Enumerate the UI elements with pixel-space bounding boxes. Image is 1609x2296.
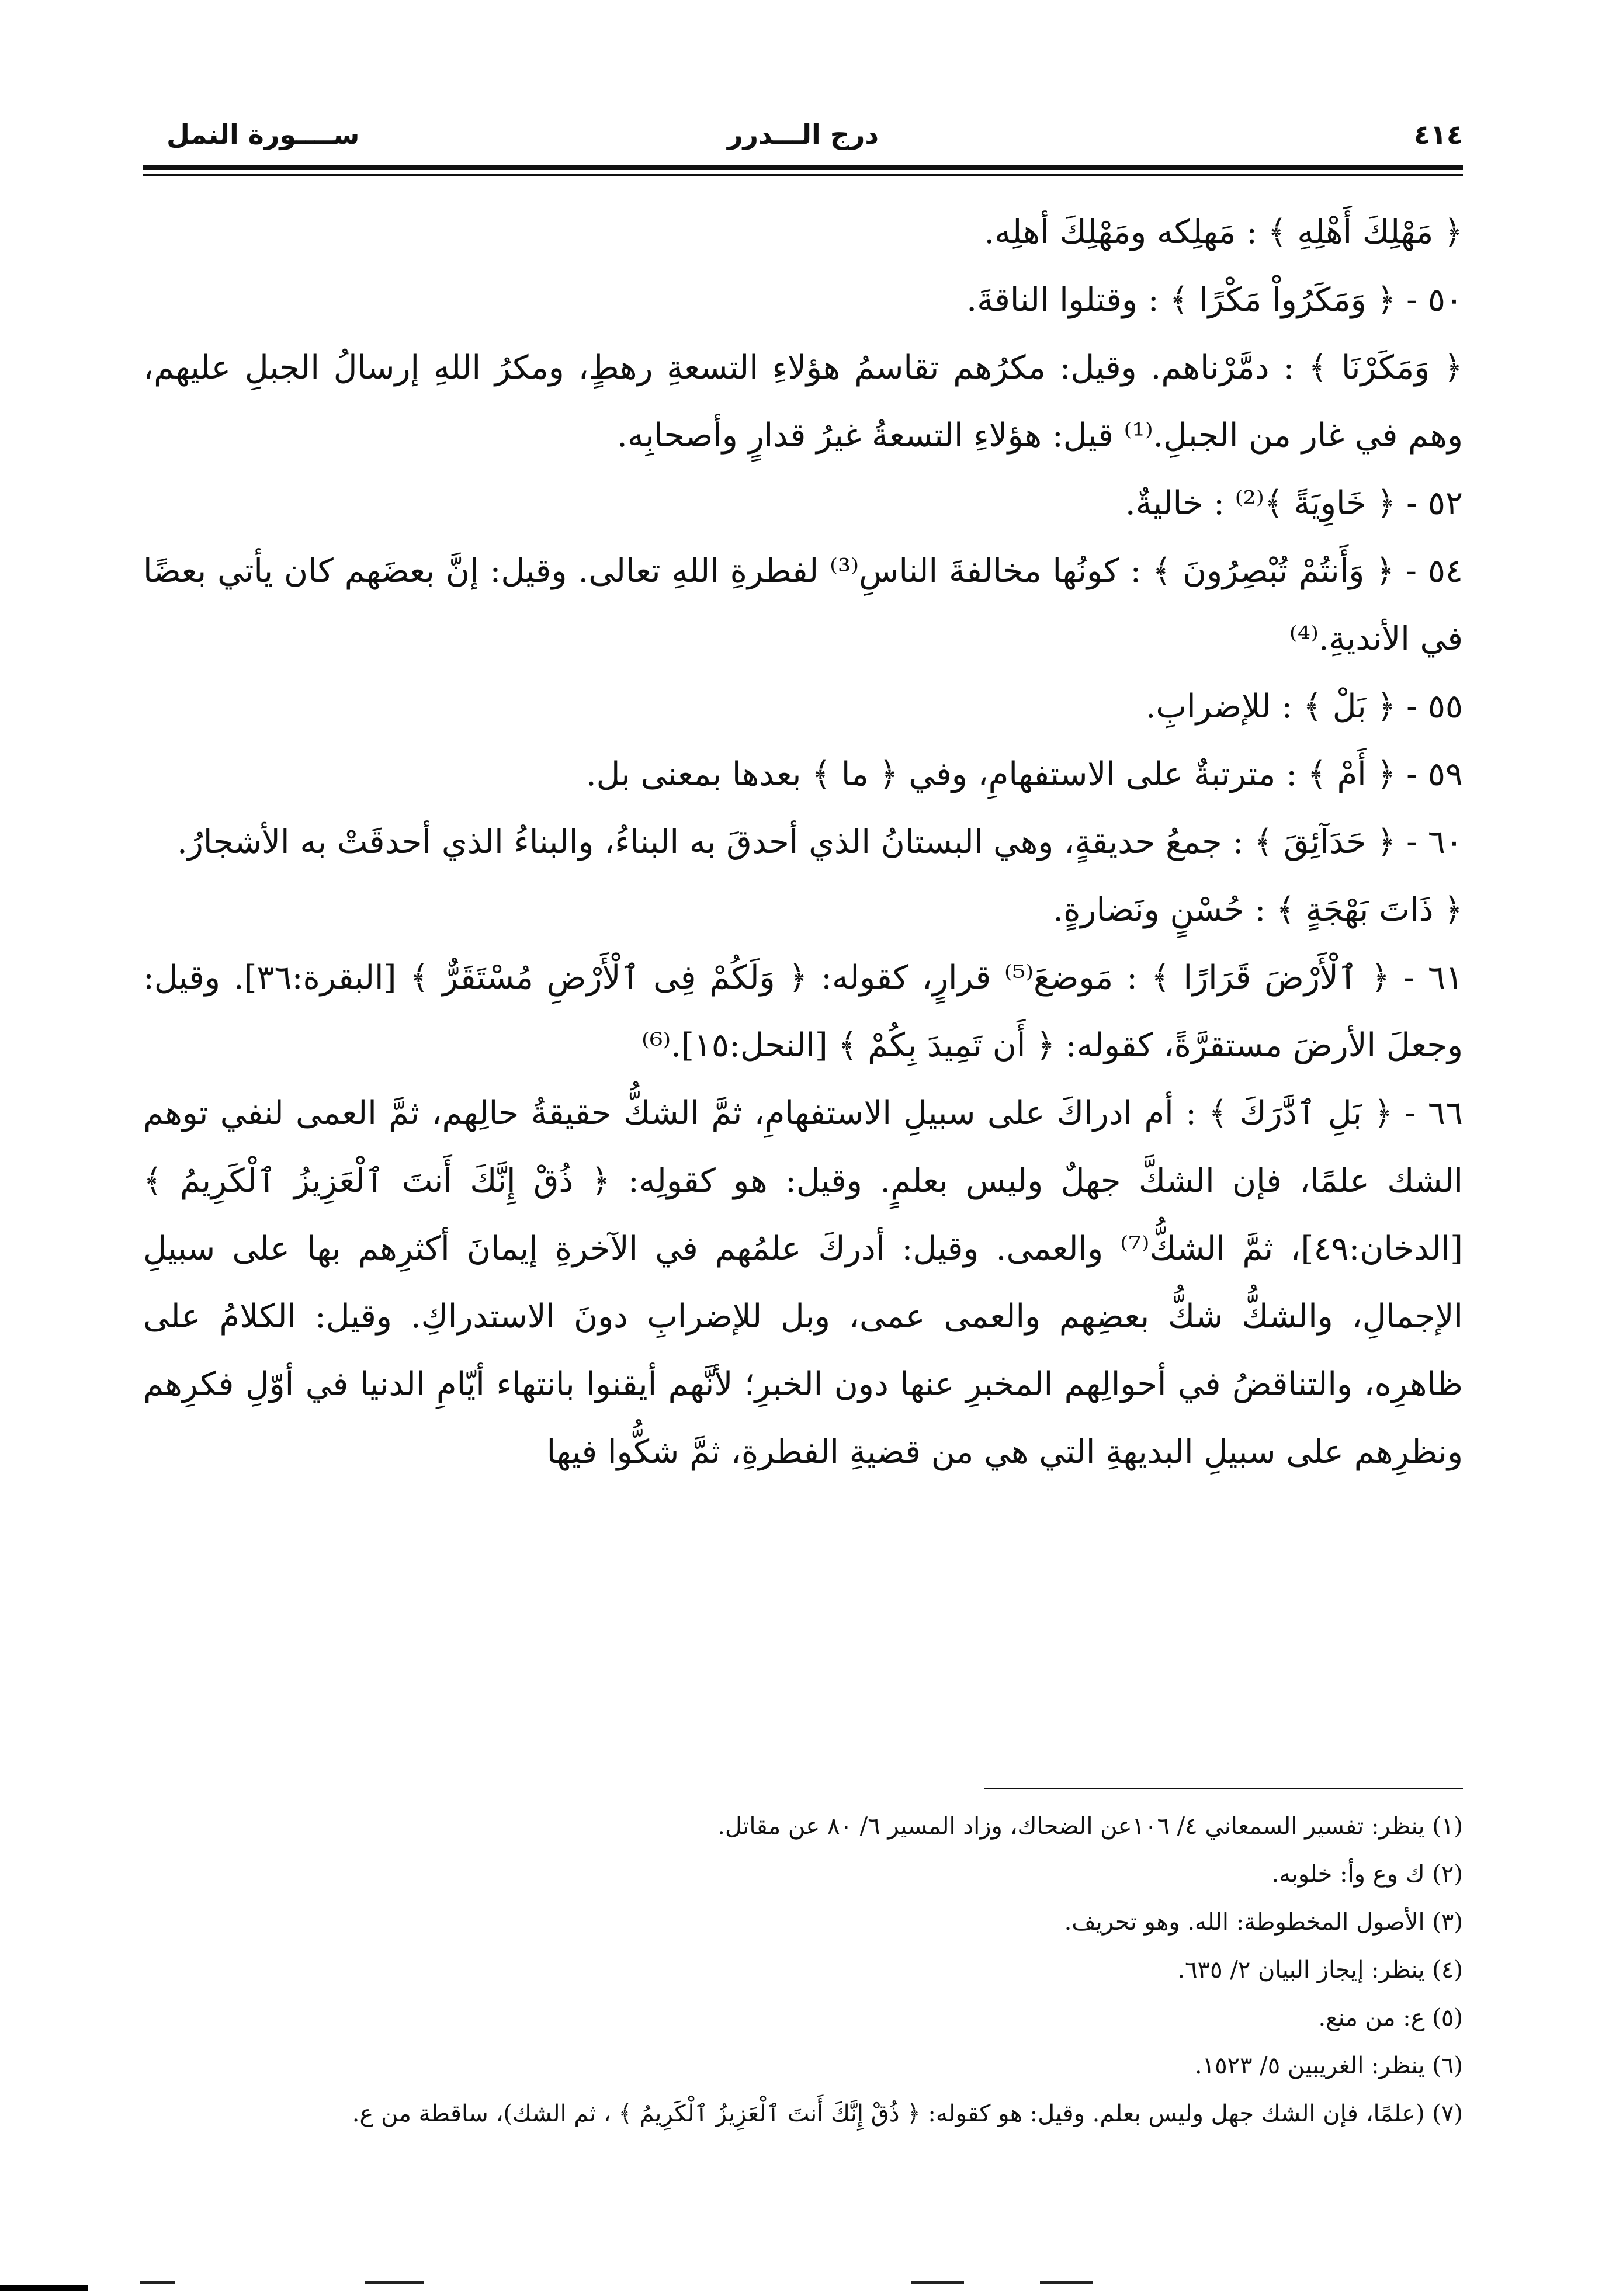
surah-name: ســــورة النمل xyxy=(167,119,360,150)
paragraph: ٥٥ - ﴿ بَلْ ﴾ : للإضرابِ. xyxy=(1145,688,1463,726)
paragraph: ﴿ ذَاتَ بَهْجَةٍ ﴾ : حُسْنٍ ونَضارةٍ. xyxy=(1053,891,1463,929)
paragraph: ٥٢ - ﴿ خَاوِيَةً ﴾⁽²⁾ : خاليةٌ. xyxy=(1125,484,1463,522)
book-title: درج الـــدرر xyxy=(727,119,879,150)
header-rule-thick xyxy=(143,165,1463,170)
scan-mark xyxy=(140,2281,175,2284)
paragraph: ٦١ - ﴿ ٱلْأَرْضَ قَرَارًا ﴾ : مَوضعَ⁽⁵⁾ قرارٍ، كقوله: ﴿ وَلَكُمْ فِى ٱلْأَرْضِ مُسْتَقَرٌّ ﴾ [البقرة:٣٦]. وقيل: وجعلَ الأرضَ مستقرَّةً، كقوله: ﴿ أَن تَمِيدَ بِكُمْ ﴾ [النحل:١٥].⁽⁶⁾ xyxy=(143,959,1464,1064)
paragraph: ﴿ مَهْلِكَ أَهْلِهِ ﴾ : مَهلِكه ومَهْلِكَ أهلِه. xyxy=(984,213,1463,251)
paragraph: ٥٤ - ﴿ وَأَنتُمْ تُبْصِرُونَ ﴾ : كونُها مخالفةَ الناسِ⁽³⁾ لفطرةِ اللهِ تعالى. وقيل: إنَّ بعضَهم كان يأتي بعضًا في الأنديةِ.⁽⁴⁾ xyxy=(143,552,1463,658)
scan-edge-marks xyxy=(0,2281,1609,2296)
footnote: (٦) ينظر: الغريبين ٥/ ١٥٢٣. xyxy=(1194,2052,1463,2079)
footnotes xyxy=(143,1802,1463,2138)
scan-mark xyxy=(365,2281,424,2284)
footnote: (٤) ينظر: إيجاز البيان ٢/ ٦٣٥. xyxy=(1177,1957,1463,1983)
paragraph: ٥٩ - ﴿ أَمْ ﴾ : مترتبةٌ على الاستفهامِ، وفي ﴿ ما ﴾ بعدها بمعنى بل. xyxy=(585,755,1463,793)
footnote: (٥) ع: من منع. xyxy=(1318,2004,1463,2031)
footnote: (٢) ك وع وأ: خلوبه. xyxy=(1271,1861,1463,1888)
scan-mark xyxy=(1040,2281,1093,2284)
footnote: (٧) (علمًا، فإن الشك جهل وليس بعلم. وقيل: هو كقوله: ﴿ ذُقْ إِنَّكَ أَنتَ ٱلْعَزِيزُ ٱلْكَرِيمُ ﴾ ، ثم الشك)، ساقطة من ع. xyxy=(352,2100,1463,2127)
footnote: (١) ينظر: تفسير السمعاني ٤/ ١٠٦عن الضحاك، وزاد المسير ٦/ ٨٠ عن مقاتل. xyxy=(717,1813,1463,1840)
scan-mark xyxy=(0,2285,88,2291)
paragraph: ﴿ وَمَكَرْنَا ﴾ : دمَّرْناهم. وقيل: مكرُهم تقاسمُ هؤلاءِ التسعةِ رهطٍ، ومكرُ اللهِ إرسالُ الجبلِ عليهم، وهم في غار من الجبلِ.⁽¹⁾ قيل: هؤلاءِ التسعةُ غيرُ قدارٍ وأصحابِه. xyxy=(143,349,1463,455)
paragraph: ٥٠ - ﴿ وَمَكَرُواْ مَكْرًا ﴾ : وقتلوا الناقةَ. xyxy=(966,281,1463,319)
paragraph: ٦٠ - ﴿ حَدَآئِقَ ﴾ : جمعُ حديقةٍ، وهي البستانُ الذي أحدقَ به البناءُ، والبناءُ الذي أحدقَتْ به الأشجارُ. xyxy=(177,823,1463,861)
footnote-separator xyxy=(984,1788,1463,1789)
running-header xyxy=(143,114,1463,161)
footnote: (٣) الأصول المخطوطة: الله. وهو تحريف. xyxy=(1064,1909,1463,1936)
header-rule-thin xyxy=(143,174,1463,176)
scan-mark xyxy=(911,2281,964,2284)
paragraph: ٦٦ - ﴿ بَلِ ٱدَّٰرَكَ ﴾ : أم ادراكَ على سبيلِ الاستفهامِ، ثمَّ الشكُّ حقيقةُ حالِهم، ثمَّ العمى لنفي توهم الشك علمًا، فإن الشكَّ جهلٌ وليس بعلمٍ. وقيل: هو كقولِه: ﴿ ذُقْ إِنَّكَ أَنتَ ٱلْعَزِيزُ ٱلْكَرِيمُ ﴾ [الدخان:٤٩]، ثمَّ الشكُّ⁽⁷⁾ والعمى. وقيل: أدركَ علمُهم في الآخرةِ إيمانَ أكثرِهم بها على سبيلِ الإجمالِ، والشكُّ شكُّ بعضِهم والعمى عمى، وبل للإضرابِ دونَ الاستدراكِ. وقيل: الكلامُ على ظاهرِه، والتناقضُ في أحوالِهم المخبرِ عنها دون الخبرِ؛ لأنَّهم أيقنوا بانتهاء أيّامِ الدنيا في أوّلِ فكرِهم ونظرِهم على سبيلِ البديهةِ التي هي من قضيةِ الفطرةِ، ثمَّ شكُّوا فيها xyxy=(143,1094,1464,1471)
page-number: ٤١٤ xyxy=(1413,119,1463,150)
commentary-text xyxy=(143,199,1463,1486)
